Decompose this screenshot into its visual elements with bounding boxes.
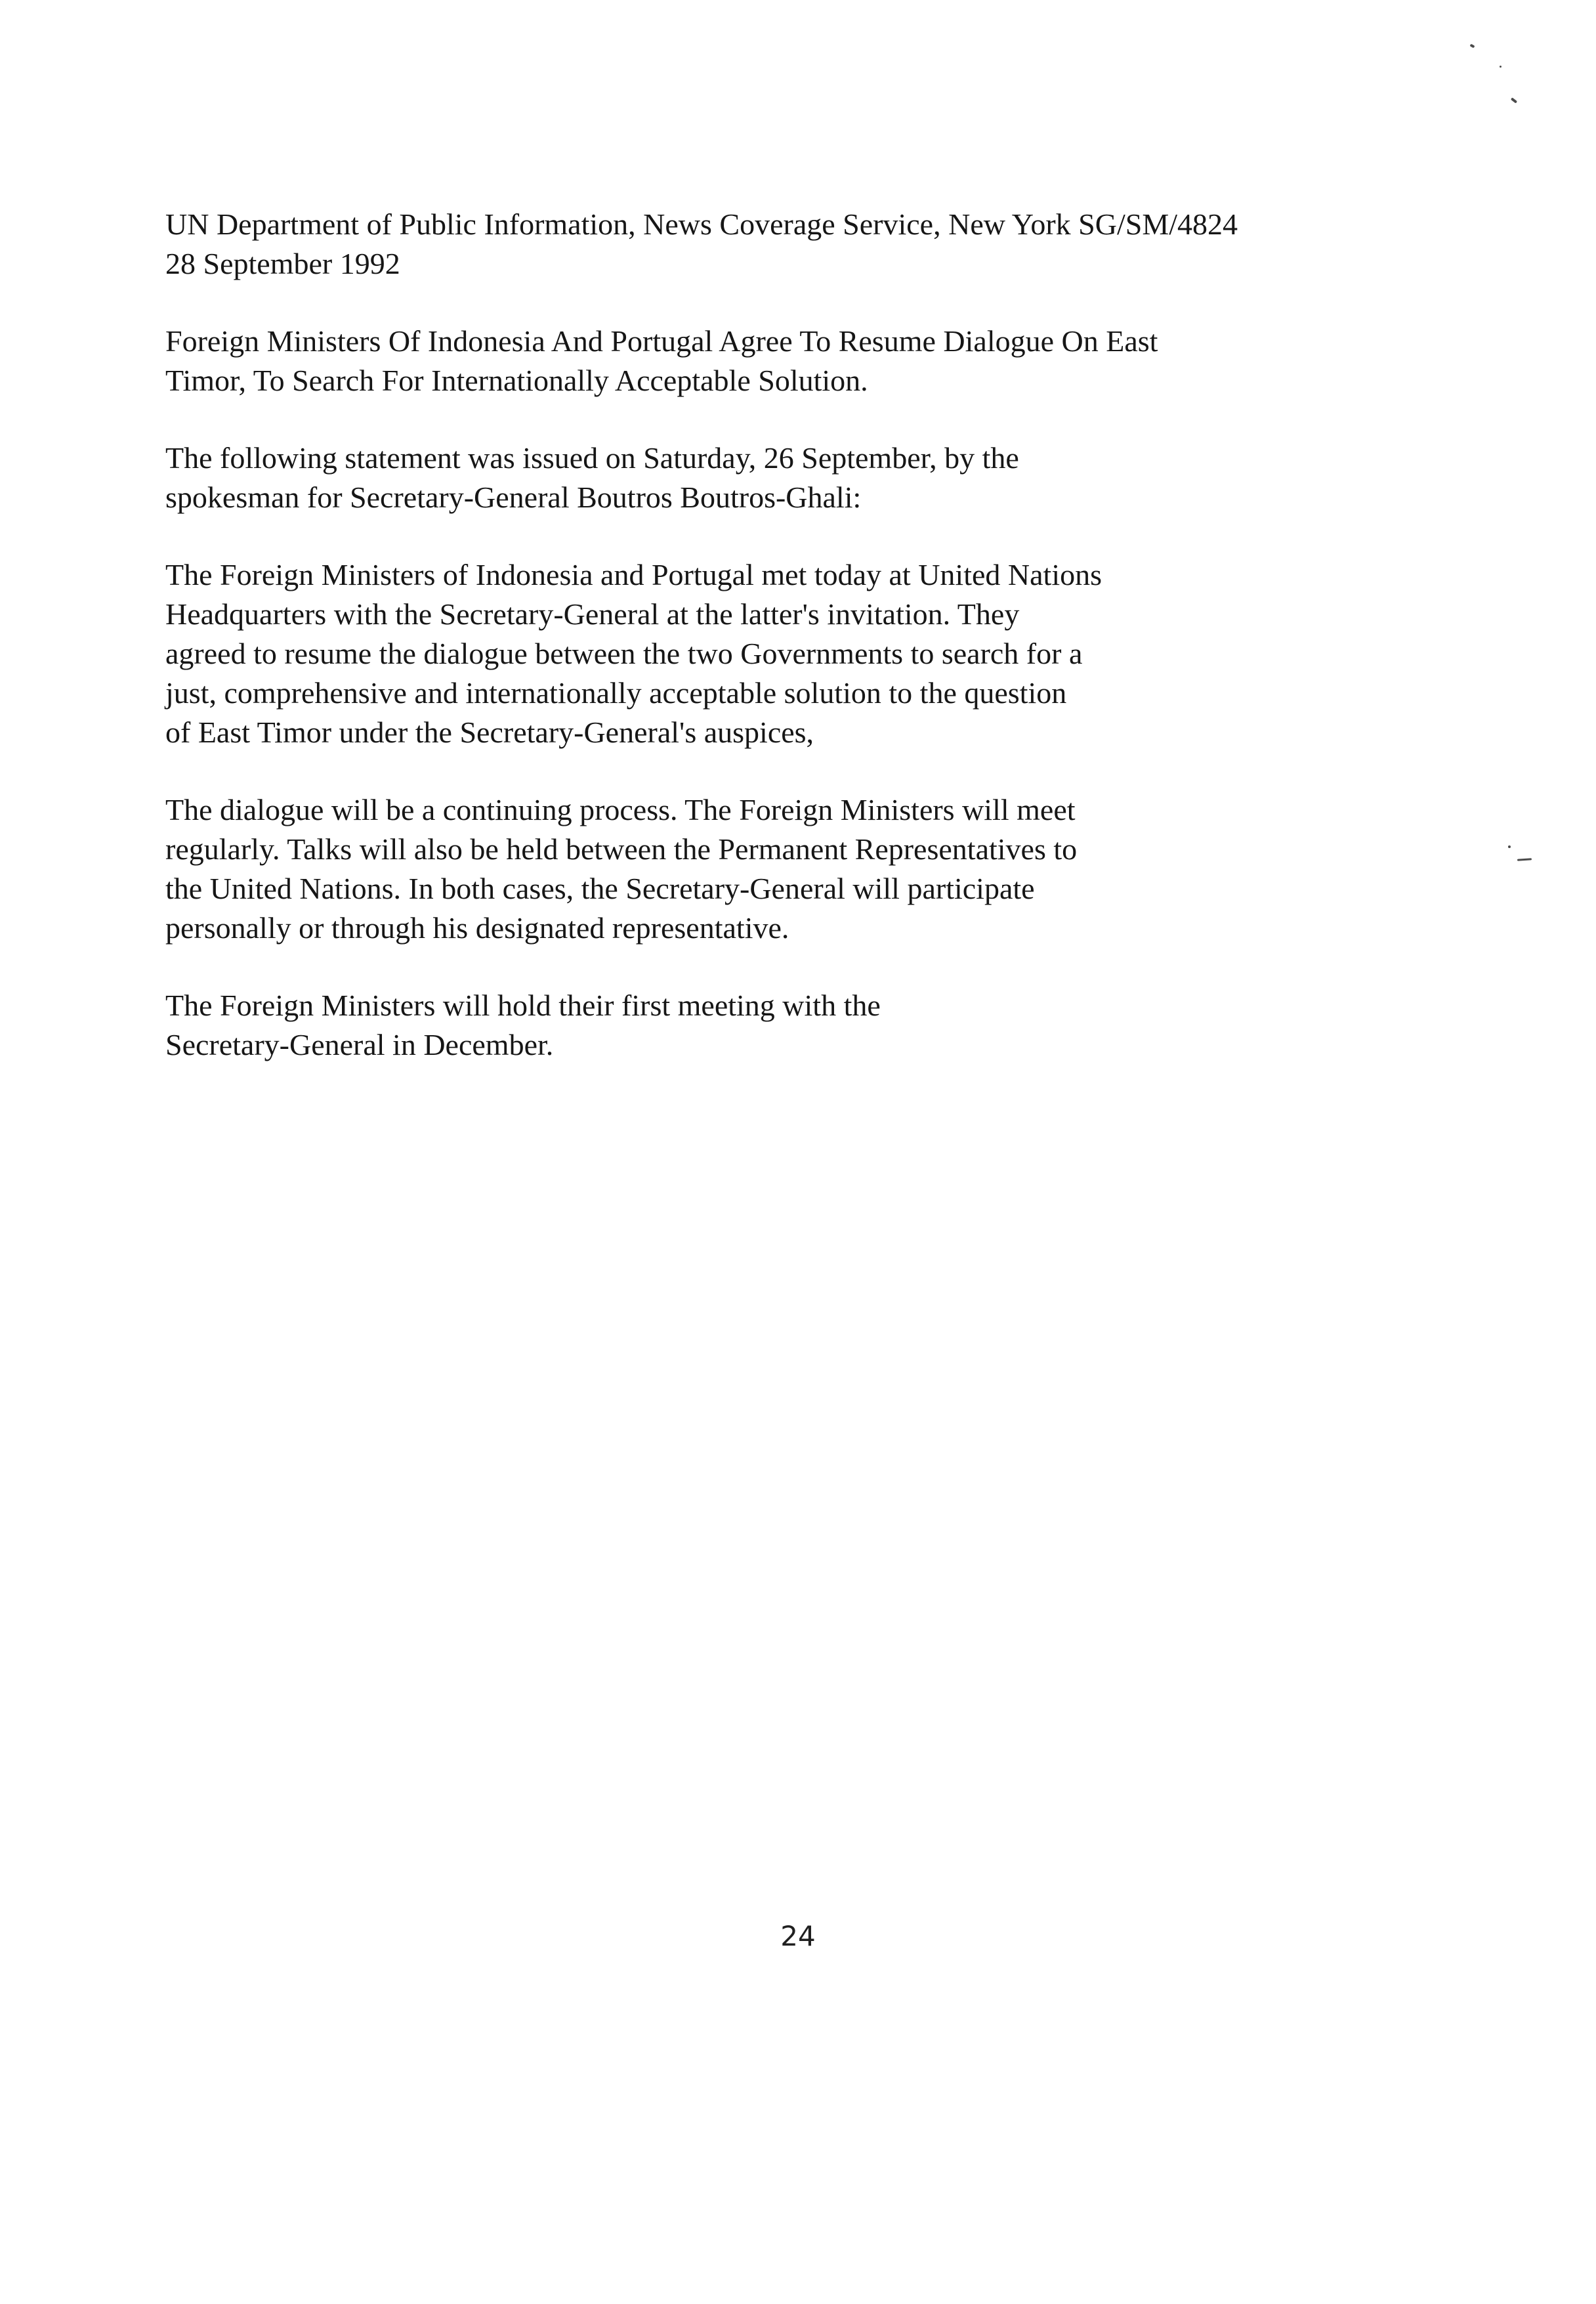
paragraph-line: of East Timor under the Secretary-General's auspices, bbox=[165, 715, 814, 749]
document-body bbox=[165, 205, 1412, 1065]
scan-speck bbox=[1508, 845, 1511, 848]
document-header bbox=[165, 205, 1412, 284]
paragraph-line: personally or through his designated representative. bbox=[165, 911, 789, 945]
paragraph-line: The Foreign Ministers of Indonesia and Portugal met today at United Nations bbox=[165, 558, 1102, 591]
statement-paragraph-2 bbox=[165, 790, 1412, 948]
paragraph-line: spokesman for Secretary-General Boutros Boutros-Ghali: bbox=[165, 480, 862, 514]
paragraph-gap bbox=[165, 284, 1412, 322]
document-headline bbox=[165, 322, 1412, 400]
paragraph-line: the United Nations. In both cases, the Secretary-General will participate bbox=[165, 872, 1035, 905]
paragraph-line: Secretary-General in December. bbox=[165, 1028, 554, 1061]
paragraph-line: just, comprehensive and internationally acceptable solution to the question bbox=[165, 676, 1067, 710]
paragraph-line: regularly. Talks will also be held between the Permanent Representatives to bbox=[165, 832, 1078, 866]
statement-paragraph-1 bbox=[165, 555, 1412, 752]
paragraph-line: The dialogue will be a continuing process. The Foreign Ministers will meet bbox=[165, 793, 1076, 826]
scan-speck bbox=[1511, 97, 1517, 103]
headline-line: Timor, To Search For Internationally Acceptable Solution. bbox=[165, 364, 868, 397]
header-date-line: 28 September 1992 bbox=[165, 247, 400, 280]
scan-speck bbox=[1469, 44, 1475, 49]
header-source-line: UN Department of Public Information, News Coverage Service, New York SG/SM/4824 bbox=[165, 207, 1238, 241]
statement-paragraph-3 bbox=[165, 986, 1412, 1065]
paragraph-gap bbox=[165, 752, 1412, 790]
intro-paragraph bbox=[165, 438, 1412, 517]
paragraph-line: Headquarters with the Secretary-General at the latter's invitation. They bbox=[165, 597, 1020, 631]
paragraph-line: The following statement was issued on Saturday, 26 September, by the bbox=[165, 441, 1019, 475]
page-number: 24 bbox=[780, 1920, 816, 1952]
paragraph-gap bbox=[165, 400, 1412, 438]
paragraph-line: The Foreign Ministers will hold their first meeting with the bbox=[165, 989, 881, 1022]
paragraph-gap bbox=[165, 948, 1412, 986]
paragraph-gap bbox=[165, 517, 1412, 555]
scan-speck bbox=[1500, 66, 1502, 68]
scan-speck bbox=[1517, 858, 1532, 861]
headline-line: Foreign Ministers Of Indonesia And Portugal Agree To Resume Dialogue On East bbox=[165, 324, 1158, 358]
paragraph-line: agreed to resume the dialogue between the two Governments to search for a bbox=[165, 637, 1083, 670]
